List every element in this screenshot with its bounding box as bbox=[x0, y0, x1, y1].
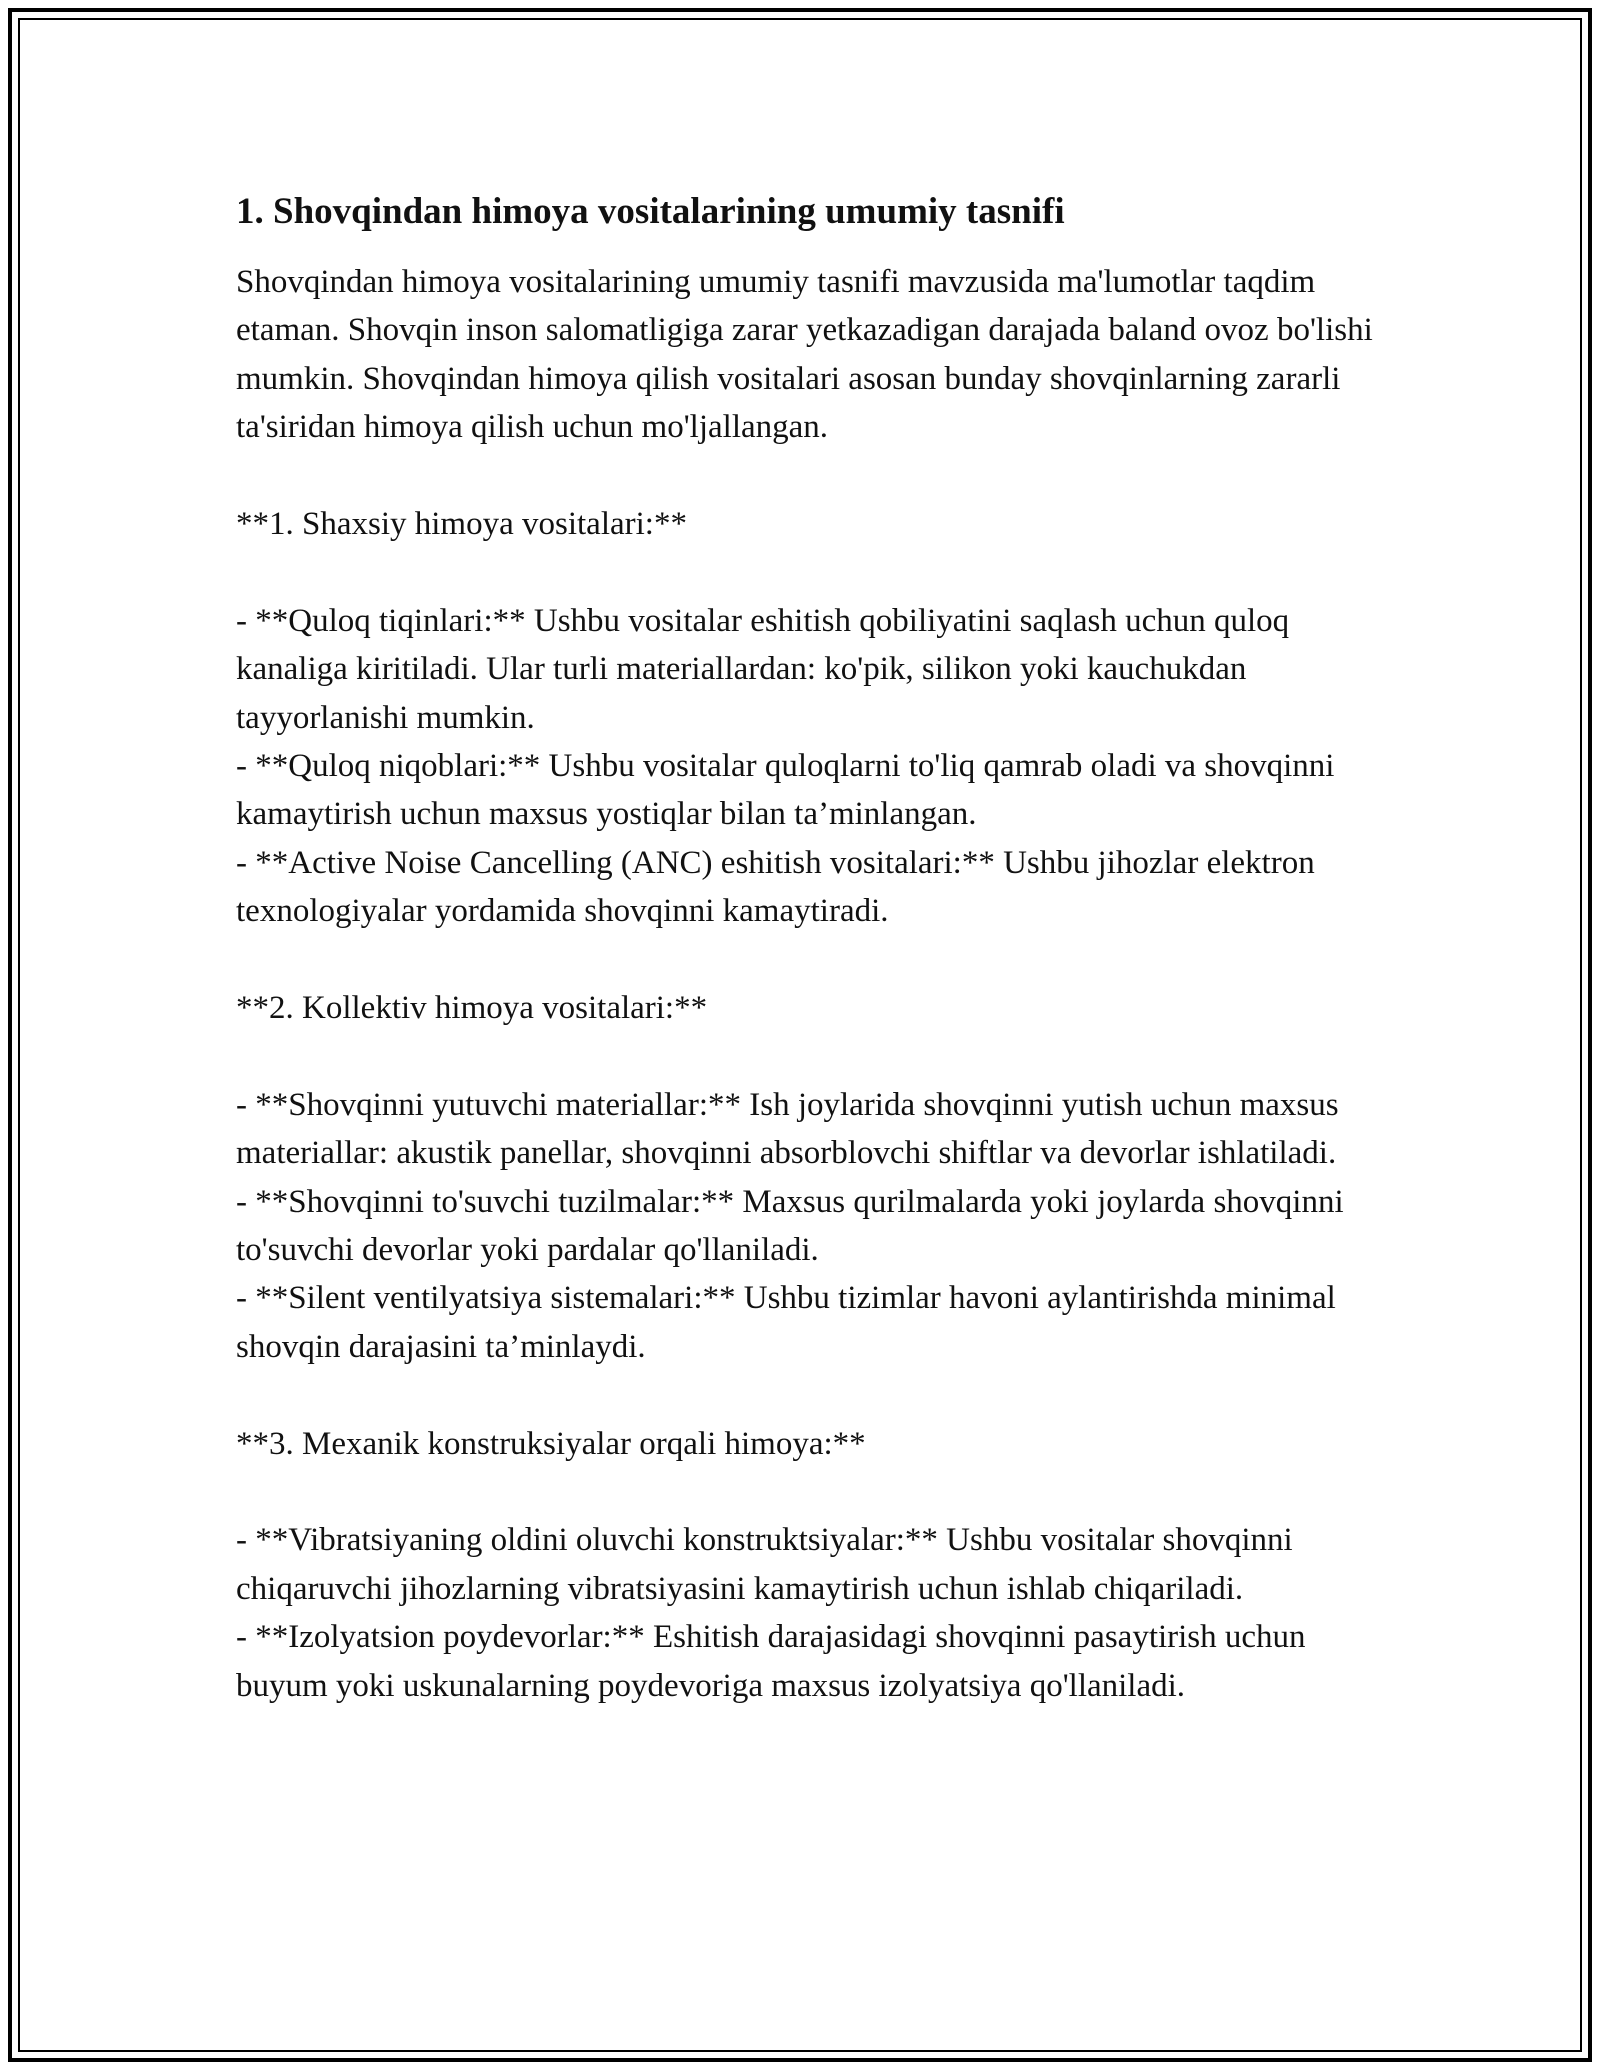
spacer bbox=[236, 452, 1376, 500]
document-title: 1. Shovqindan himoya vositalarining umumiy tasnifi bbox=[236, 191, 1065, 232]
list-item: - **Shovqinni to'suvchi tuzilmalar:** Maxsus qurilmalarda yoki joylarda shovqinni to'suvchi devorlar yoki pardalar qo'llaniladi. bbox=[236, 1183, 1344, 1269]
section-heading-collective: **2. Kollektiv himoya vositalari:** bbox=[236, 990, 708, 1027]
list-item: - **Silent ventilyatsiya sistemalari:** Ushbu tizimlar havoni aylantirishda minimal shovqin darajasini ta’minlaydi. bbox=[236, 1280, 1336, 1365]
section-heading-personal: **1. Shaxsiy himoya vositalari:** bbox=[236, 506, 687, 543]
list-item: - **Shovqinni yutuvchi materiallar:** Ish joylarida shovqinni yutish uchun maxsus materiallar: akustik panellar, shovqinni absorblovchi shiftlar va devorlar ishlatiladi. bbox=[236, 1086, 1339, 1172]
document-body bbox=[236, 188, 1376, 1710]
list-item: - **Active Noise Cancelling (ANC) eshitish vositalari:** Ushbu jihozlar elektron texnologiyalar yordamida shovqinni kamaytiradi. bbox=[236, 844, 1315, 930]
list-item: - **Quloq tiqinlari:** Ushbu vositalar eshitish qobiliyatini saqlash uchun quloq kanaliga kiritiladi. Ular turli materiallardan: ko'pik, silikon yoki kauchukdan tayyorlanishi mumkin. bbox=[236, 602, 1290, 736]
list-item: - **Vibratsiyaning oldini oluvchi konstruktsiyalar:** Ushbu vositalar shovqinni chiqaruvchi jihozlarning vibratsiyasini kamaytirish uchun ishlab chiqariladi. bbox=[236, 1522, 1293, 1607]
spacer bbox=[236, 548, 1376, 596]
list-item: - **Izolyatsion poydevorlar:** Eshitish darajasidagi shovqinni pasaytirish uchun buyum yoki uskunalarning poydevoriga maxsus izolyatsiya qo'llaniladi. bbox=[236, 1619, 1306, 1704]
list-item: - **Quloq niqoblari:** Ushbu vositalar quloqlarni to'liq qamrab oladi va shovqinni kamaytirish uchun maxsus yostiqlar bilan ta’minlangan. bbox=[236, 748, 1335, 833]
section-heading-mechanical: **3. Mexanik konstruksiyalar orqali himoya:** bbox=[236, 1425, 866, 1462]
spacer bbox=[236, 1468, 1376, 1516]
intro-paragraph: Shovqindan himoya vositalarining umumiy tasnifi mavzusida ma'lumotlar taqdim etaman. Shovqin inson salomatligiga zarar yetkazadigan darajada baland ovoz bo'lishi mumkin. Shovqindan himoya qilish vositalari asosan bunday shovqinlarning zararli ta'siridan himoya qilish uchun mo'ljallangan. bbox=[236, 264, 1373, 446]
spacer bbox=[236, 1371, 1376, 1419]
spacer bbox=[236, 1032, 1376, 1080]
spacer bbox=[236, 936, 1376, 984]
